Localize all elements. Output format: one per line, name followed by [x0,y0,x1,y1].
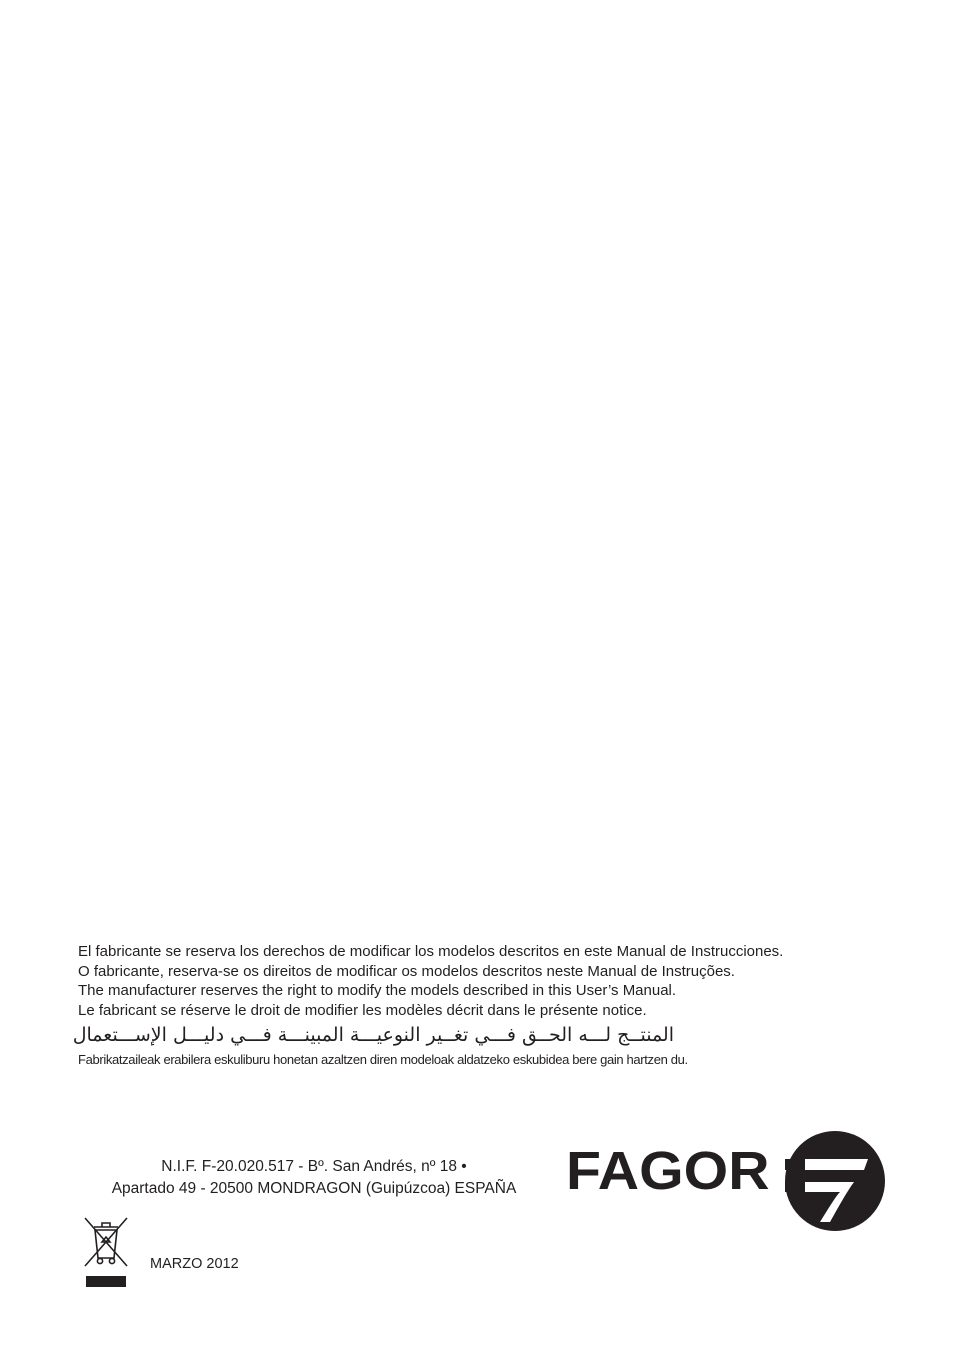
fagor-f-logo-icon [782,1130,886,1232]
brand-wordmark: FAGOR [566,1141,770,1201]
disclaimer-ar: المنتــج لـــه الحــق فـــي تغــير النوعيـــة المبينـــة فـــي دليـــل الإســـتعمال [72,1024,674,1046]
disclaimer-block [72,942,878,1069]
address-line-1: N.I.F. F-20.020.517 - Bº. San Andrés, nº 18 • [161,1158,467,1175]
edition-date: MARZO 2012 [150,1256,239,1272]
disclaimer-en: The manufacturer reserves the right to modify the models described in this User’s Manual. [78,982,677,999]
weee-crossed-bin-icon [80,1214,132,1290]
disclaimer-eu: Fabrikatzaileak erabilera eskuliburu honetan azaltzen diren modeloak aldatzeko eskubidea bere gain hartzen du. [78,1052,688,1067]
disclaimer-pt: O fabricante, reserva-se os direitos de modificar os modelos descritos neste Manual de Instruções. [78,962,735,980]
disclaimer-es: El fabricante se reserva los derechos de modificar los modelos descritos en este Manual de Instrucciones. [78,943,784,960]
company-address [80,1156,548,1199]
disclaimer-fr: Le fabricant se réserve le droit de modifier les modèles décrit dans le présente notice. [78,1001,647,1019]
address-line-2: Apartado 49 - 20500 MONDRAGON (Guipúzcoa) ESPAÑA [111,1179,517,1197]
